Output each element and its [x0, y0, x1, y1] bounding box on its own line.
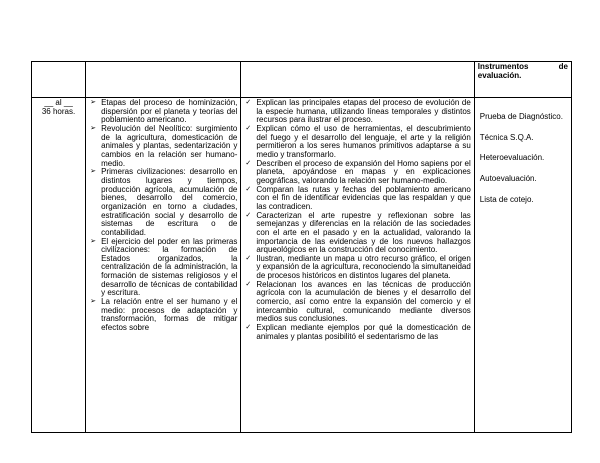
- header-instrumentos: Instrumentos: [477, 62, 529, 71]
- duration-cell: [32, 98, 86, 433]
- content-item: ➢ Etapas del proceso de hominización, dispersión por el planeta y teorías del poblamiento americano.: [90, 98, 238, 125]
- check-icon: ✓: [245, 99, 252, 106]
- indicator-item: ✓ Describen el proceso de expansión del Homo sapiens por el planeta, apoyándose en mapas y en explicaciones geográficas, valorando la relación ser humano-medio.: [245, 158, 471, 185]
- check-icon: ✓: [245, 280, 252, 288]
- header-cell-contents: [86, 62, 241, 98]
- check-icon: ✓: [245, 254, 252, 262]
- instruments-list: [478, 99, 568, 204]
- check-icon: ✓: [245, 324, 252, 332]
- header-cell-instruments: [474, 62, 571, 98]
- check-icon: ✓: [245, 211, 252, 219]
- arrow-bullet-icon: ➢: [90, 237, 96, 245]
- planning-table: [31, 61, 572, 433]
- instrument-item: Prueba de Diagnóstico.: [479, 112, 563, 121]
- header-row: [32, 62, 572, 98]
- check-icon: ✓: [245, 185, 252, 193]
- header-cell-duration: [32, 62, 86, 98]
- content-item: ➢ Primeras civilizaciones: desarrollo en distintos lugares y tiempos, producción agrícola, acumulación de bienes, desarrollo del comercio, organización en torno a ciudades, estratificación social y desarrollo de sistemas de escritura o de contabilidad.: [90, 167, 238, 237]
- content-item: ➢ El ejercicio del poder en las primeras civilizaciones: la formación de Estados organizados, la centralización de la administración, la formación de sistemas religiosos y el desarrollo de técnicas de contabilidad y escritura.: [90, 236, 238, 298]
- header-cell-indicators: [241, 62, 474, 98]
- duration-hours: 36 horas.: [41, 106, 76, 116]
- instrument-item: Autoevaluación.: [479, 173, 537, 183]
- indicators-list: [244, 99, 470, 341]
- duration-dates: __ al __: [44, 98, 73, 107]
- body-row: [32, 98, 572, 433]
- indicator-item: ✓ Explican las principales etapas del proceso de evolución de la especie humana, utilizando líneas temporales y distintos recursos para ilustrar el proceso.: [245, 98, 471, 125]
- content-item: ➢ La relación entre el ser humano y el medio: procesos de adaptación y transformación, formas de mitigar efectos sobre: [90, 297, 238, 333]
- indicators-cell: [241, 98, 474, 433]
- indicator-item: ✓ Ilustran, mediante un mapa u otro recurso gráfico, el origen y expansión de la agricultura, reconociendo la simultaneidad de procesos históricos en distintos lugares del planeta.: [245, 253, 471, 281]
- header-evaluacion: evaluación.: [477, 70, 522, 80]
- arrow-bullet-icon: ➢: [90, 168, 96, 176]
- arrow-bullet-icon: ➢: [90, 124, 96, 132]
- indicator-item: ✓ Caracterizan el arte rupestre y reflexionan sobre las semejanzas y diferencias en la relación de las sociedades con el arte en el pasado y en la actualidad, valorando la importancia de las evidencias y de los nuevos hallazgos arqueológicos en la construcción del conocimiento.: [245, 210, 471, 255]
- contents-cell: [86, 98, 241, 433]
- indicator-item: ✓ Relacionan los avances en las técnicas de producción agrícola con la acumulación de bienes y el desarrollo del comercio, así como entre la expansión del comercio y el intercambio cultural, comunicando mediante diversos medios sus conclusiones.: [245, 279, 471, 324]
- indicator-item: ✓ Explican cómo el uso de herramientas, el descubrimiento del fuego y el desarrollo del lenguaje, el arte y la religión permitieron a los seres humanos primitivos adaptarse a su medio y transformarlo.: [245, 123, 471, 159]
- arrow-bullet-icon: ➢: [90, 99, 96, 106]
- instrument-item: Lista de cotejo.: [479, 194, 534, 204]
- contents-list: [89, 99, 237, 333]
- check-icon: ✓: [245, 124, 252, 132]
- header-de: de: [558, 62, 568, 71]
- instrument-item: Técnica S.Q.A.: [479, 132, 534, 142]
- content-item: ➢ Revolución del Neolítico: surgimiento de la agricultura, domesticación de animales y plantas, sedentarización y cambios en la relación ser humano-medio.: [90, 123, 238, 168]
- arrow-bullet-icon: ➢: [90, 298, 96, 306]
- instruments-cell: [474, 98, 571, 433]
- check-icon: ✓: [245, 159, 252, 167]
- indicator-item: ✓ Comparan las rutas y fechas del poblamiento americano con el fin de identificar evidencias que las respaldan y que las contradicen.: [245, 184, 471, 211]
- indicator-item: ✓ Explican mediante ejemplos por qué la domesticación de animales y plantas posibilitó el sedentarismo de las: [245, 323, 471, 341]
- instrument-item: Heteroevaluación.: [479, 153, 545, 163]
